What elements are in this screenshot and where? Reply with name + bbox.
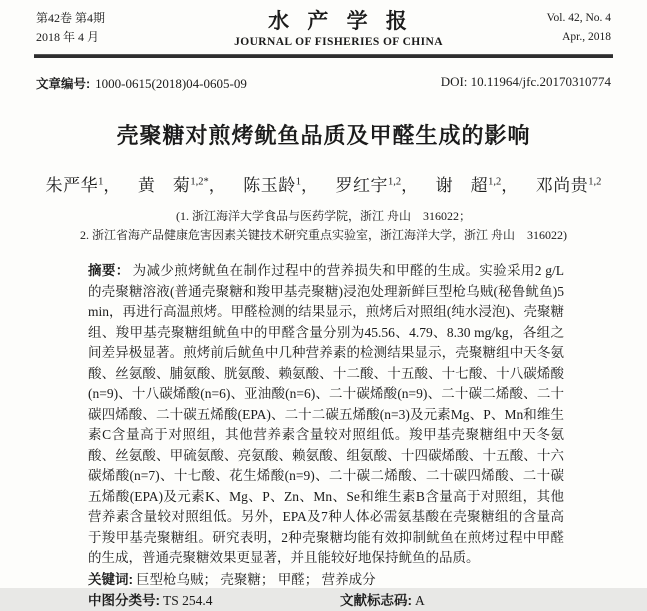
author-entry: [46, 176, 104, 195]
author-affil-sup: 1: [295, 176, 301, 188]
author-list: [0, 171, 647, 196]
author-separator: ，: [103, 176, 121, 195]
author-separator: ，: [208, 176, 227, 195]
article-number-value: 1000-0615(2018)04-0605-09: [95, 76, 247, 91]
author-entry: [536, 176, 602, 195]
paper-title: 壳聚糖对煎烤鱿鱼品质及甲醛生成的影响: [116, 123, 531, 148]
abstract-block: [88, 261, 564, 569]
doc-code-value: A: [415, 592, 425, 608]
author-affil-sup: 1,2*: [190, 176, 209, 188]
issue-volume-line: 第42卷 第4期: [36, 11, 106, 25]
volume-number-line: Vol. 42, No. 4: [546, 12, 611, 24]
author-name: 陈玉龄: [243, 176, 296, 195]
volume-info: [481, 9, 611, 47]
journal-title-en: JOURNAL OF FISHERIES OF CHINA: [234, 36, 443, 48]
doi-value: 10.11964/jfc.20170310774: [470, 74, 611, 89]
keywords-label: 关键词:: [88, 571, 133, 587]
journal-title-block: [196, 9, 481, 48]
author-separator: ，: [301, 176, 319, 195]
author-name: 朱严华: [45, 176, 99, 195]
affiliation-line-1: (1. 浙江海洋大学食品与医药学院，浙江 舟山 316022；: [176, 209, 471, 223]
abstract-label: 摘要：: [88, 263, 130, 278]
issue-info: [36, 9, 196, 47]
doi-label: DOI:: [440, 74, 468, 89]
abstract-text: 为减少煎烤鱿鱼在制作过程中的营养损失和甲醛的生成。实验采用2 g/L的壳聚糖溶液(普通壳聚糖和羧甲基壳聚糖)浸泡处理新鲜巨型枪乌贼(秘鲁鱿鱼)5 min，再进行高温煎烤。甲醛检测的结果显示，煎烤后对照组(纯水浸泡)、壳聚糖组、羧甲基壳聚糖组鱿鱼中的甲醛含量分别为45.56、4.79、8.30 mg/kg，各组之间差异极显著。煎烤前后鱿鱼中几种营养素的检测结果显示，壳聚糖组中天冬氨酸、丝氨酸、脯氨酸、胱氨酸、赖氨酸、十二酸、十五酸、十七酸、十八碳烯酸(n=9)、十八碳烯酸(n=6)、亚油酸(n=6)、二十碳烯酸(n=9)、二十碳二烯酸、二十碳四烯酸、二十碳五烯酸(EPA)、二十二碳五烯酸(n=3)及元素Mg、P、Mn和维生素C含量高于对照组，其他营养素含量较对照组低。羧甲基壳聚糖组中天冬氨酸、丝氨酸、甲硫氨酸、亮氨酸、赖氨酸、组氨酸、十四碳烯酸、十五酸、十六碳烯酸(n=7)、十七酸、花生烯酸(n=9)、二十碳二烯酸、二十碳四烯酸、二十碳五烯酸(EPA)及元素K、Mg、P、Zn、Mn、Se和维生素B含量高于对照组，其他营养素含量较对照组低。另外，EPA及7种人体必需氨基酸在壳聚糖组的含量高于羧甲基壳聚糖组。研究表明，2种壳聚糖均能有效抑制鱿鱼在煎烤过程中甲醛的生成，普通壳聚糖效果更显著，并且能较好地保持鱿鱼的品质。: [88, 263, 565, 565]
affiliation-block: [0, 207, 647, 244]
doc-code-label: 文献标志码:: [340, 592, 412, 608]
author-entry: [436, 176, 502, 195]
volume-month-line: Apr., 2018: [562, 31, 611, 43]
author-affil-sup: 1,2: [388, 176, 402, 188]
author-name: 黄 菊: [137, 176, 191, 195]
classification-row: [88, 590, 564, 611]
author-affil-sup: 1,2: [588, 176, 602, 188]
keywords-row: [88, 569, 564, 590]
article-number-label: 文章编号:: [36, 77, 91, 91]
article-number-group: [36, 74, 247, 92]
doi-group: [441, 74, 611, 92]
affiliation-line-2: 2. 浙江省海产品健康危害因素关键技术研究重点实验室，浙江海洋大学，浙江 舟山 316022): [80, 227, 567, 242]
journal-title-cn: 水 产 学 报: [268, 9, 409, 33]
author-affil-sup: 1,2: [488, 176, 502, 188]
doc-code-group: [340, 590, 425, 611]
clc-group: [88, 590, 340, 611]
keywords-text: 巨型枪乌贼； 壳聚糖； 甲醛； 营养成分: [136, 571, 376, 587]
clc-value: TS 254.4: [163, 592, 213, 608]
journal-header: [0, 0, 647, 52]
author-separator: ，: [501, 176, 519, 195]
clc-label: 中图分类号:: [88, 592, 160, 608]
author-entry: [138, 176, 209, 195]
author-entry: [336, 176, 402, 195]
article-meta-row: [0, 74, 647, 92]
header-rule: [34, 54, 613, 58]
author-name: 罗红宇: [335, 176, 388, 195]
author-name: 谢 超: [435, 176, 489, 195]
author-separator: ，: [401, 176, 419, 195]
author-name: 邓尚贵: [535, 176, 589, 195]
author-entry: [243, 176, 301, 195]
author-affil-sup: 1: [98, 176, 104, 188]
issue-date-line: 2018 年 4 月: [36, 30, 100, 44]
